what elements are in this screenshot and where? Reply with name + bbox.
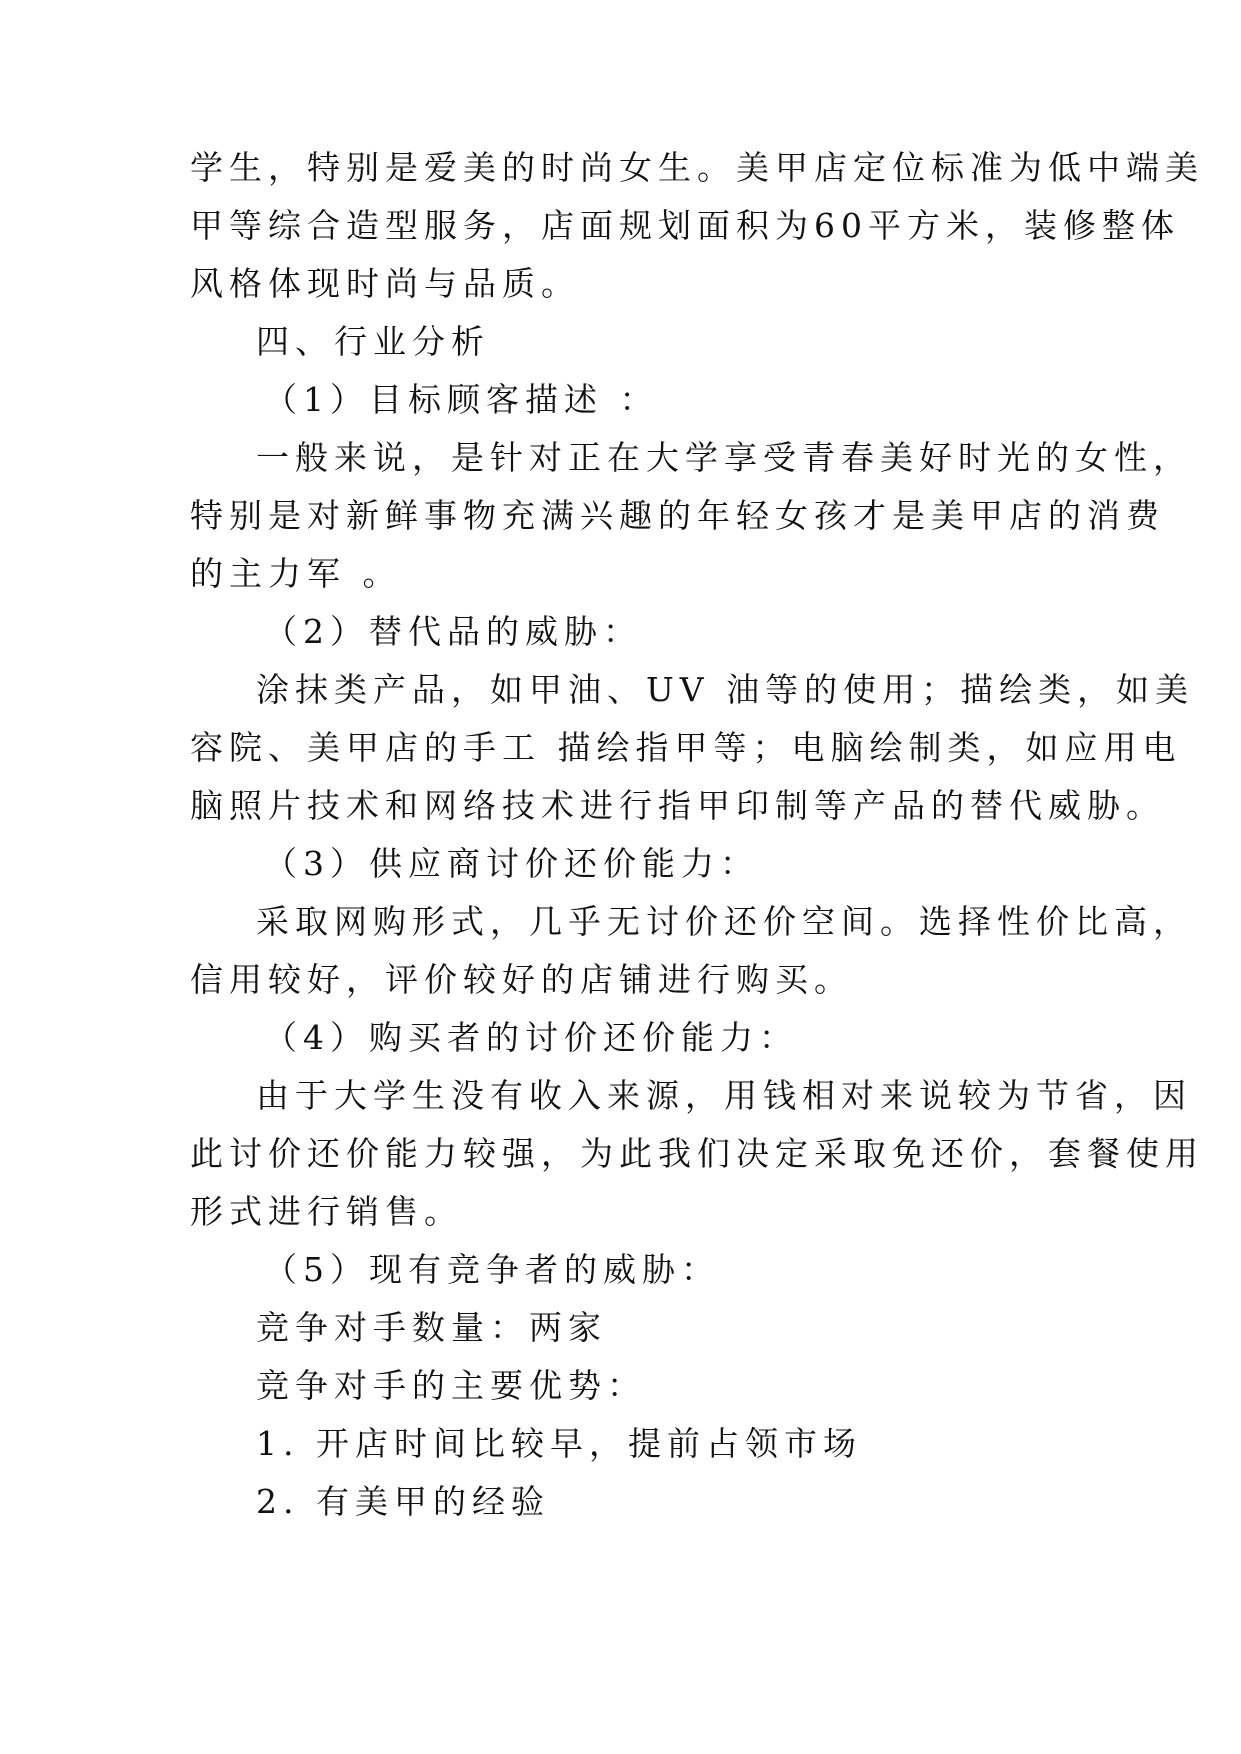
paragraph-line: 一般来说，是针对正在大学享受青春美好时光的女性， bbox=[256, 438, 1192, 477]
paragraph-line: 信用较好，评价较好的店铺进行购买。 bbox=[190, 960, 853, 999]
paragraph-line: 容院、美甲店的手工 描绘指甲等；电脑绘制类，如应用电 bbox=[190, 728, 1182, 767]
paragraph-line: 形式进行销售。 bbox=[190, 1192, 463, 1231]
subsection-heading: （2）替代品的威胁： bbox=[264, 612, 642, 651]
paragraph-line: 特别是对新鲜事物充满兴趣的年轻女孩才是美甲店的消费 bbox=[190, 496, 1165, 535]
paragraph-line: 风格体现时尚与品质。 bbox=[190, 264, 580, 303]
paragraph-line: 涂抹类产品，如甲油、UV 油等的使用；描绘类，如美 bbox=[256, 670, 1195, 709]
subsection-heading: （3）供应商讨价还价能力： bbox=[264, 844, 759, 883]
paragraph-line: 竞争对手的主要优势： bbox=[256, 1366, 646, 1405]
section-heading: 四、行业分析 bbox=[256, 322, 490, 361]
paragraph-line: 的主力军 。 bbox=[190, 554, 402, 593]
paragraph-line: 甲等综合造型服务，店面规划面积为60平方米，装修整体 bbox=[190, 206, 1180, 245]
paragraph-line: 采取网购形式，几乎无讨价还价空间。选择性价比高， bbox=[256, 902, 1192, 941]
subsection-heading: （4）购买者的讨价还价能力： bbox=[264, 1018, 798, 1057]
list-item: 2. 有美甲的经验 bbox=[256, 1482, 550, 1521]
paragraph-line: 竞争对手数量：两家 bbox=[256, 1308, 607, 1347]
paragraph-line: 此讨价还价能力较强，为此我们决定采取免还价，套餐使用 bbox=[190, 1134, 1204, 1173]
subsection-heading: （1）目标顾客描述 ： bbox=[264, 380, 659, 419]
list-item: 1. 开店时间比较早，提前占领市场 bbox=[256, 1424, 862, 1463]
paragraph-line: 脑照片技术和网络技术进行指甲印制等产品的替代威胁。 bbox=[190, 786, 1165, 825]
subsection-heading: （5）现有竞争者的威胁： bbox=[264, 1250, 720, 1289]
paragraph-line: 由于大学生没有收入来源，用钱相对来说较为节省，因 bbox=[256, 1076, 1192, 1115]
paragraph-line: 学生，特别是爱美的时尚女生。美甲店定位标准为低中端美 bbox=[190, 148, 1204, 187]
